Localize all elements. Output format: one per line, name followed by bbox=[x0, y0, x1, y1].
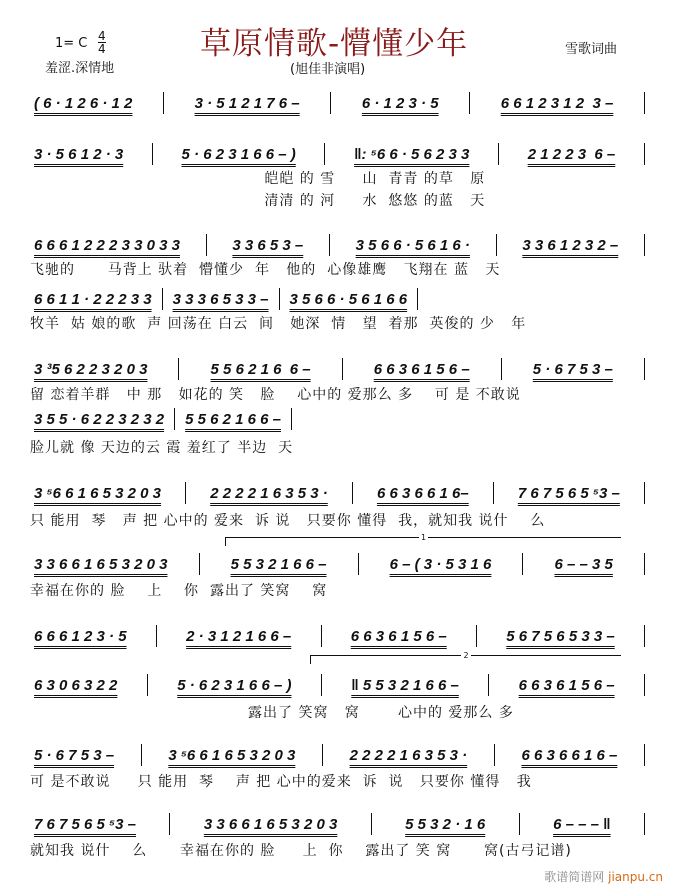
time-signature bbox=[98, 30, 106, 55]
notation-row bbox=[30, 744, 645, 766]
lyrics-line: 牧羊 姑 娘的歌 声 回荡在 白云 间 她深 情 望 着那 英俊的 少 年 bbox=[30, 316, 527, 332]
bar-line bbox=[322, 744, 323, 766]
volta-bracket-1 bbox=[225, 533, 621, 546]
bar-line bbox=[279, 288, 280, 310]
measure: 7 6 7 5 6 5 ⁵3 – bbox=[34, 815, 137, 833]
measure: 5 5 6 2 1 6 6 – bbox=[210, 360, 311, 378]
notation-row bbox=[30, 553, 645, 575]
measure: 3 · 5 1 2 1 7 6 – bbox=[194, 94, 300, 112]
bar-line bbox=[156, 625, 157, 647]
author-credit: 雪歌词曲 bbox=[565, 42, 618, 57]
measure: 6 3 0 6 3 2 2 bbox=[34, 676, 118, 694]
watermark-text: 歌谱简谱网 bbox=[544, 870, 605, 884]
notation-row bbox=[30, 482, 645, 504]
notation-row bbox=[30, 288, 645, 310]
measure: 5 · 6 2 3 1 6 6 – ) bbox=[181, 145, 296, 163]
bar-line bbox=[476, 625, 477, 647]
notation-row bbox=[30, 234, 645, 256]
bar-line bbox=[321, 674, 322, 696]
bar-line bbox=[644, 482, 645, 504]
bar-line bbox=[644, 92, 645, 114]
bar-line bbox=[519, 813, 520, 835]
bar-line bbox=[329, 234, 330, 256]
watermark bbox=[544, 868, 663, 885]
measure: 3 5 6 6 · 5 6 1 6 6 bbox=[289, 290, 408, 308]
measure: 6 6 3 6 1 5 6 – bbox=[373, 360, 470, 378]
bar-line bbox=[352, 482, 353, 504]
measure: 6 6 1 1 · 2 2 2 3 3 bbox=[34, 290, 152, 308]
lyrics-line: 露出了 笑窝 窝 心中的 爱那么 多 bbox=[30, 705, 514, 721]
measure: 5 5 3 2 1 6 6 – bbox=[230, 555, 327, 573]
bar-line bbox=[644, 143, 645, 165]
bar-line bbox=[488, 674, 489, 696]
bar-line bbox=[291, 408, 292, 430]
measure: 5 · 6 7 5 3 – bbox=[532, 360, 613, 378]
bar-line bbox=[644, 358, 645, 380]
volta-label: 2 bbox=[463, 651, 469, 660]
song-title: 草原情歌-懵懂少年 bbox=[200, 26, 469, 62]
bar-line bbox=[163, 92, 164, 114]
bar-line bbox=[498, 143, 499, 165]
measure: 3 5 5 · 6 2 2 3 2 3 2 bbox=[34, 410, 165, 428]
measure: 3 ³5 6 2 2 3 2 0 3 bbox=[34, 360, 148, 378]
measure: 3 3 6 5 3 – bbox=[232, 236, 304, 254]
bar-line bbox=[371, 813, 372, 835]
bar-line bbox=[321, 625, 322, 647]
expression-mark: 羞涩.深情地 bbox=[45, 61, 115, 76]
bar-line bbox=[496, 234, 497, 256]
measure: 5 · 6 7 5 3 – bbox=[34, 746, 115, 764]
measure: 2 2 2 2 1 6 3 5 3 · bbox=[349, 746, 468, 764]
time-bottom: 4 bbox=[98, 42, 106, 56]
measure: 6 6 1 2 3 1 2 3 – bbox=[500, 94, 614, 112]
bar-line bbox=[342, 358, 343, 380]
key-signature: 1= C bbox=[55, 36, 88, 51]
bar-line bbox=[152, 143, 153, 165]
notation-row bbox=[30, 674, 645, 696]
bar-line bbox=[644, 744, 645, 766]
measure: 3 3 6 1 2 3 2 – bbox=[522, 236, 619, 254]
singer-credit: (旭佳非演唱) bbox=[290, 62, 366, 77]
measure: 5 6 7 5 6 5 3 3 – bbox=[506, 627, 615, 645]
bar-line bbox=[199, 553, 200, 575]
lyrics-line: 清清 的 河 水 悠悠 的蓝 天 bbox=[30, 193, 486, 209]
bar-line bbox=[644, 234, 645, 256]
measure: 6 6 3 6 6 1 6– bbox=[376, 484, 469, 502]
bar-line bbox=[644, 625, 645, 647]
volta-label: 1 bbox=[420, 533, 427, 542]
bar-line bbox=[174, 408, 175, 430]
lyrics-line: 幸福在你的 脸 上 你 露出了 笑窝 窝 bbox=[30, 583, 328, 599]
measure: 3 3 6 6 1 6 5 3 2 0 3 bbox=[34, 555, 168, 573]
lyrics-line: 脸儿就 像 天边的云 霞 羞红了 半边 天 bbox=[30, 440, 294, 456]
bar-line bbox=[141, 744, 142, 766]
measure: 6 6 3 6 1 5 6 – bbox=[518, 676, 615, 694]
measure: 6 · 1 2 3 · 5 bbox=[361, 94, 439, 112]
volta-bracket-2 bbox=[310, 651, 621, 664]
bar-line bbox=[417, 288, 418, 310]
measure: 3 ⁵6 6 1 6 5 3 2 0 3 bbox=[168, 746, 296, 764]
bar-line bbox=[185, 482, 186, 504]
measure: ‖ 5 5 3 2 1 6 6 – bbox=[351, 676, 459, 694]
bar-line bbox=[358, 553, 359, 575]
lyrics-line: 就知我 说什 么 幸福在你的 脸 上 你 露出了 笑 窝 窝(古弓记谱) bbox=[30, 843, 572, 859]
measure: 5 · 6 2 3 1 6 6 – ) bbox=[177, 676, 292, 694]
lyrics-line: 留 恋着羊群 中 那 如花的 笑 脸 心中的 爱那么 多 可 是 不敢说 bbox=[30, 387, 521, 403]
measure: 7 6 7 5 6 5 ⁵3 – bbox=[517, 484, 620, 502]
bar-line bbox=[644, 813, 645, 835]
time-top: 4 bbox=[98, 29, 106, 43]
measure: 2 1 2 2 3 6 – bbox=[527, 145, 616, 163]
notation-row bbox=[30, 625, 645, 647]
bar-line bbox=[330, 92, 331, 114]
notation-row bbox=[30, 143, 645, 165]
measure: 5 5 3 2 · 1 6 bbox=[405, 815, 486, 833]
watermark-domain: jianpu.cn bbox=[608, 870, 663, 884]
lyrics-line: 飞驰的 马背上 驮着 懵懂少 年 他的 心像雄鹰 飞翔在 蓝 天 bbox=[30, 262, 501, 278]
bar-line bbox=[644, 553, 645, 575]
bar-line bbox=[469, 92, 470, 114]
measure: 3 ⁵6 6 1 6 5 3 2 0 3 bbox=[34, 484, 162, 502]
lyrics-line: 可 是不敢说 只 能用 琴 声 把 心中的爱来 诉 说 只要你 懂得 我 bbox=[30, 774, 532, 790]
measure: 6 – – 3 5 bbox=[554, 555, 613, 573]
notation-row bbox=[30, 813, 645, 835]
bar-line bbox=[522, 553, 523, 575]
measure: ‖: ⁵6 6 · 5 6 2 3 3 bbox=[354, 145, 470, 163]
measure: 6 6 3 6 6 1 6 – bbox=[521, 746, 618, 764]
bar-line bbox=[162, 288, 163, 310]
measure: 5 5 6 2 1 6 6 – bbox=[185, 410, 282, 428]
measure: 6 6 6 1 2 3 · 5 bbox=[34, 627, 127, 645]
bar-line bbox=[493, 482, 494, 504]
bar-line bbox=[324, 143, 325, 165]
measure: 6 6 6 1 2 2 2 3 3 0 3 3 bbox=[34, 236, 180, 254]
bar-line bbox=[206, 234, 207, 256]
measure: 6 – – – ‖ bbox=[553, 815, 611, 833]
measure: 2 2 2 2 1 6 3 5 3 · bbox=[210, 484, 328, 502]
measure: 3 · 5 6 1 2 · 3 bbox=[34, 145, 124, 163]
bar-line bbox=[169, 813, 170, 835]
bar-line bbox=[644, 674, 645, 696]
measure: 3 3 3 6 5 3 3 – bbox=[172, 290, 269, 308]
notation-row bbox=[30, 92, 645, 114]
bar-line bbox=[147, 674, 148, 696]
measure: 3 3 6 6 1 6 5 3 2 0 3 bbox=[203, 815, 338, 833]
measure: ( 6 · 1 2 6 · 1 2 bbox=[34, 94, 133, 112]
lyrics-line: 皑皑 的 雪 山 青青 的草 原 bbox=[30, 171, 486, 187]
measure: 6 – ( 3 · 5 3 1 6 bbox=[389, 555, 492, 573]
measure: 2 · 3 1 2 1 6 6 – bbox=[186, 627, 292, 645]
lyrics-line: 只 能用 琴 声 把 心中的 爱来 诉 说 只要你 懂得 我，就知我 说什 么 bbox=[30, 513, 546, 529]
bar-line bbox=[494, 744, 495, 766]
measure: 3 5 6 6 · 5 6 1 6 · bbox=[355, 236, 470, 254]
bar-line bbox=[501, 358, 502, 380]
bar-line bbox=[178, 358, 179, 380]
measure: 6 6 3 6 1 5 6 – bbox=[350, 627, 447, 645]
notation-row bbox=[30, 358, 645, 380]
notation-row bbox=[30, 408, 645, 430]
